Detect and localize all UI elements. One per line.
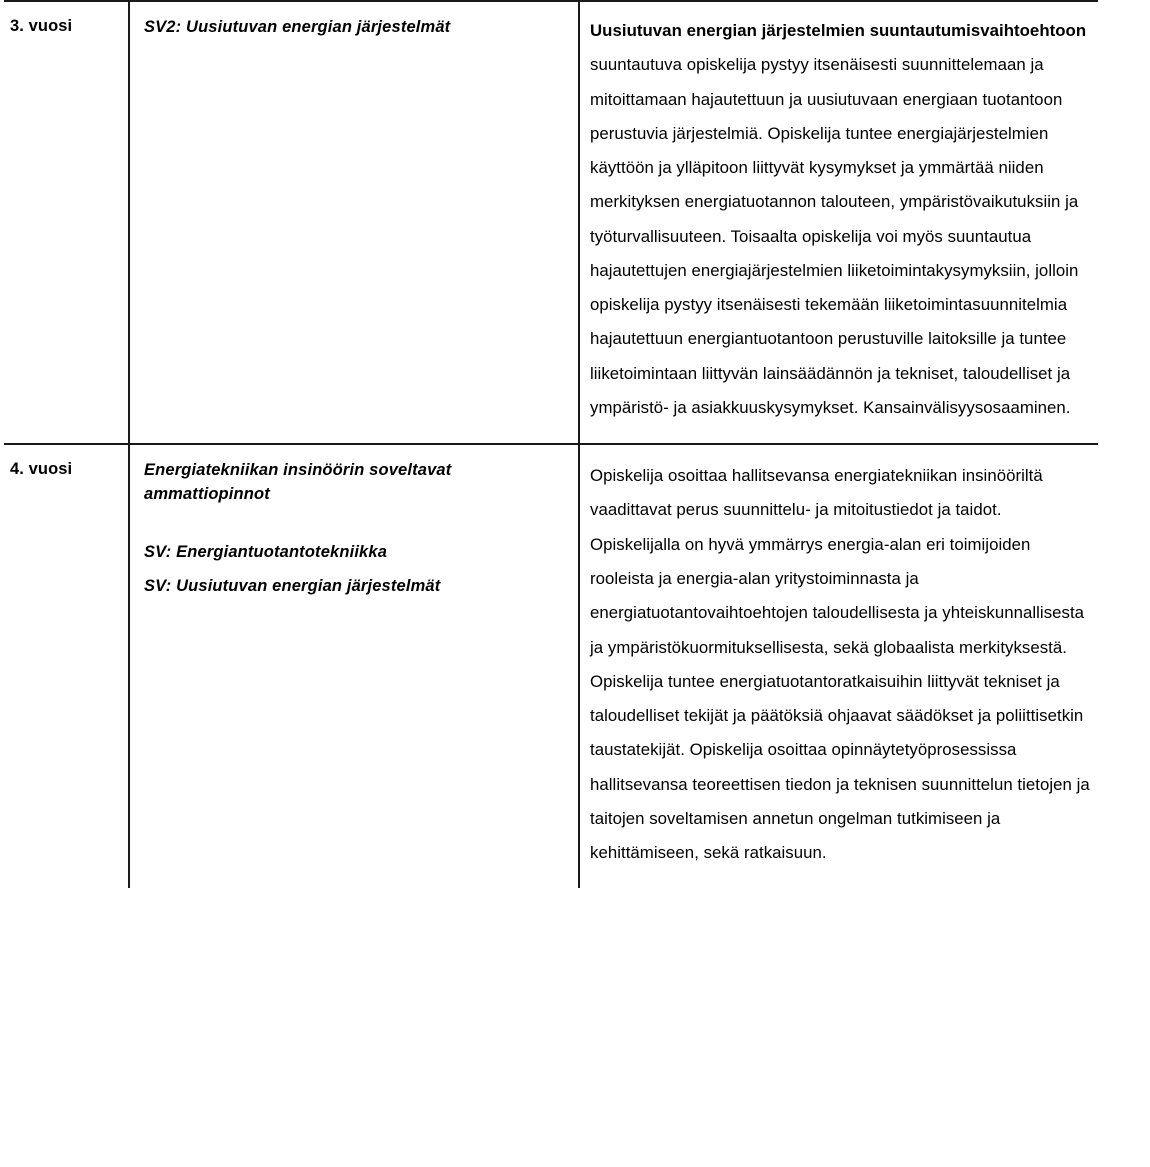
year-cell xyxy=(4,444,129,888)
course-title: SV2: Uusiutuvan energian järjestelmät xyxy=(144,18,451,36)
title-cell xyxy=(129,1,579,444)
description-lead: Uusiutuvan energian järjestelmien suuntautumisvaihtoehtoon xyxy=(590,21,1087,40)
description-cell xyxy=(579,1,1098,444)
year-label: 4. vuosi xyxy=(10,460,73,479)
description-rest: Opiskelija osoittaa hallitsevansa energiatekniikan insinööriltä vaadittavat perus suunnittelu- ja mitoitustiedot ja taidot. Opiskelijalla on hyvä ymmärrys energia-alan eri toimijoiden rooleista ja energia-alan yritystoiminnasta ja energiatuotantovaihtoehtojen taloudellisesta ja yhteiskunnallisesta ja ympäristökuormituksellisesta, sekä globaalista merkityksestä. Opiskelija tuntee energiatuotantoratkaisuihin liittyvät tekniset ja taloudelliset tekijät ja päätöksiä ohjaavat säädökset ja poliittisetkin taustatekijät. Opiskelija osoittaa opinnäytetyöprosessissa hallitsevansa teoreettisen tiedon ja teknisen suunnittelun tietojen ja taitojen soveltamisen annetun ongelman tutkimiseen ja kehittämiseen, sekä ratkaisuun. xyxy=(590,466,1090,863)
title-spacer xyxy=(144,507,564,541)
course-title: SV: Uusiutuvan energian järjestelmät xyxy=(144,576,441,595)
course-title: Energiatekniikan insinöörin soveltavat ammattiopinnot xyxy=(144,461,452,504)
title-cell xyxy=(129,444,579,888)
year-label: 3. vuosi xyxy=(10,17,73,35)
year-cell xyxy=(4,1,129,444)
table-row xyxy=(4,444,1098,888)
description-cell xyxy=(579,444,1098,888)
table-row xyxy=(4,1,1098,444)
course-title: SV: Energiantuotantotekniikka xyxy=(144,543,388,562)
cell-filler xyxy=(144,599,564,749)
description-rest: suuntautuva opiskelija pystyy itsenäisesti suunnittelemaan ja mitoittamaan hajautettuun ja uusiutuvaan energiaan tuotantoon perustuvia järjestelmiä. Opiskelija tuntee energiajärjestelmien käyttöön ja ylläpitoon liittyvät kysymykset ja ymmärtää niiden merkityksen energiatuotannon talouteen, ympäristövaikutuksiin ja työturvallisuuteen. Toisaalta opiskelija voi myös suuntautua hajautettujen energiajärjestelmien liiketoimintakysymyksiin, jolloin opiskelija pystyy itsenäisesti tekemään liiketoimintasuunnitelmia hajautettuun energiantuotantoon perustuville laitoksille ja tuntee liiketoimintaan liittyvän lainsäädännön ja tekniset, taloudelliset ja ympäristö- ja asiakkuuskysymykset. Kansainvälisyysosaaminen. xyxy=(590,55,1079,417)
curriculum-table xyxy=(4,0,1098,888)
description-text xyxy=(590,14,1094,425)
description-text xyxy=(590,459,1094,870)
